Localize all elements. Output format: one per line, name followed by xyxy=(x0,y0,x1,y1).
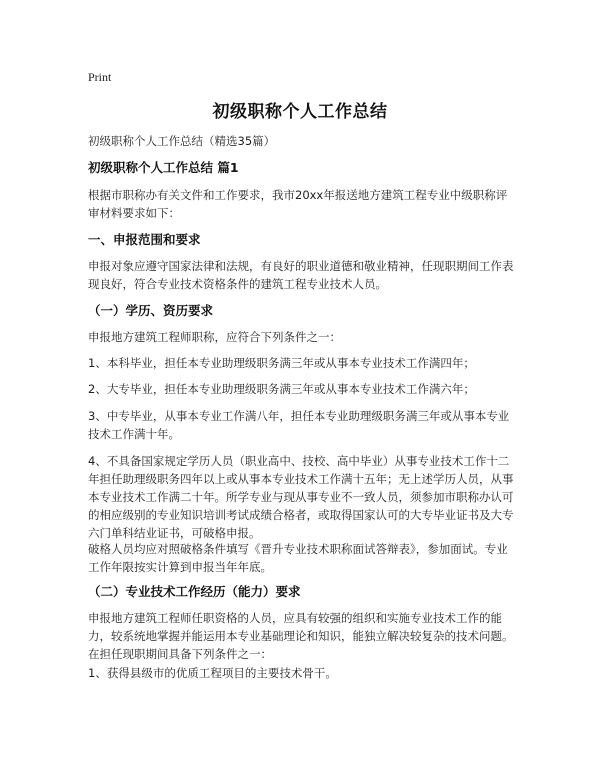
education-lead: 申报地方建筑工程师职称，应符合下列条件之一： xyxy=(88,330,341,344)
education-item: 2、大专毕业，担任本专业助理级职务满三年或从事本专业技术工作满六年； xyxy=(88,382,475,396)
page-title: 初级职称个人工作总结 xyxy=(212,102,388,122)
exception-paragraph: 破格人员均应对照破格条件填写《晋升专业技术职称面试答辩表》，参加面试。专业工作年限按实计算到申报当年年底。 xyxy=(88,542,508,574)
scope-heading: 一、申报范围和要求 xyxy=(88,232,201,247)
experience-heading: （二）专业技术工作经历（能力）要求 xyxy=(88,584,301,599)
scope-paragraph: 申报对象应遵守国家法律和法规，有良好的职业道德和敬业精神，任现职期间工作表现良好，符合专业技术资格条件的建筑工程专业技术人员。 xyxy=(88,259,514,291)
intro-paragraph: 根据市职称办有关文件和工作要求，我市20xx年报送地方建筑工程专业中级职称评审材料要求如下： xyxy=(88,188,508,220)
print-label: Print xyxy=(88,70,112,84)
experience-lead: 申报地方建筑工程师任职资格的人员，应具有较强的组织和实施专业技术工作的能力，较系统地掌握并能运用本专业基础理论和知识，能独立解决较复杂的技术问题。在担任现职期间具备下列条件之一： xyxy=(88,611,514,661)
education-heading: （一）学历、资历要求 xyxy=(88,303,214,318)
section-title: 初级职称个人工作总结 篇1 xyxy=(88,160,239,175)
document-subtitle: 初级职称个人工作总结（精选35篇） xyxy=(88,134,276,148)
education-item: 4、不具备国家规定学历人员（职业高中、技校、高中毕业）从事专业技术工作十二年担任助理级职务四年以上或从事本专业技术工作满十五年；无上述学历人员，从事本专业技术工作满二十年。所学专业与现从事专业不一致人员，须参加市职称办认可的相应级别的专业知识培训考试成绩合格者，或取得国家认可的大专毕业证书及大专六门单科结业证书，可破格申报。 xyxy=(88,454,514,540)
education-item: 3、中专毕业，从事本专业工作满八年，担任本专业助理级职务满三年或从事本专业技术工作满十年。 xyxy=(88,409,510,441)
experience-item: 1、获得县级市的优质工程项目的主要技术骨干。 xyxy=(88,666,337,680)
education-item: 1、本科毕业，担任本专业助理级职务满三年或从事本专业技术工作满四年； xyxy=(88,356,475,370)
